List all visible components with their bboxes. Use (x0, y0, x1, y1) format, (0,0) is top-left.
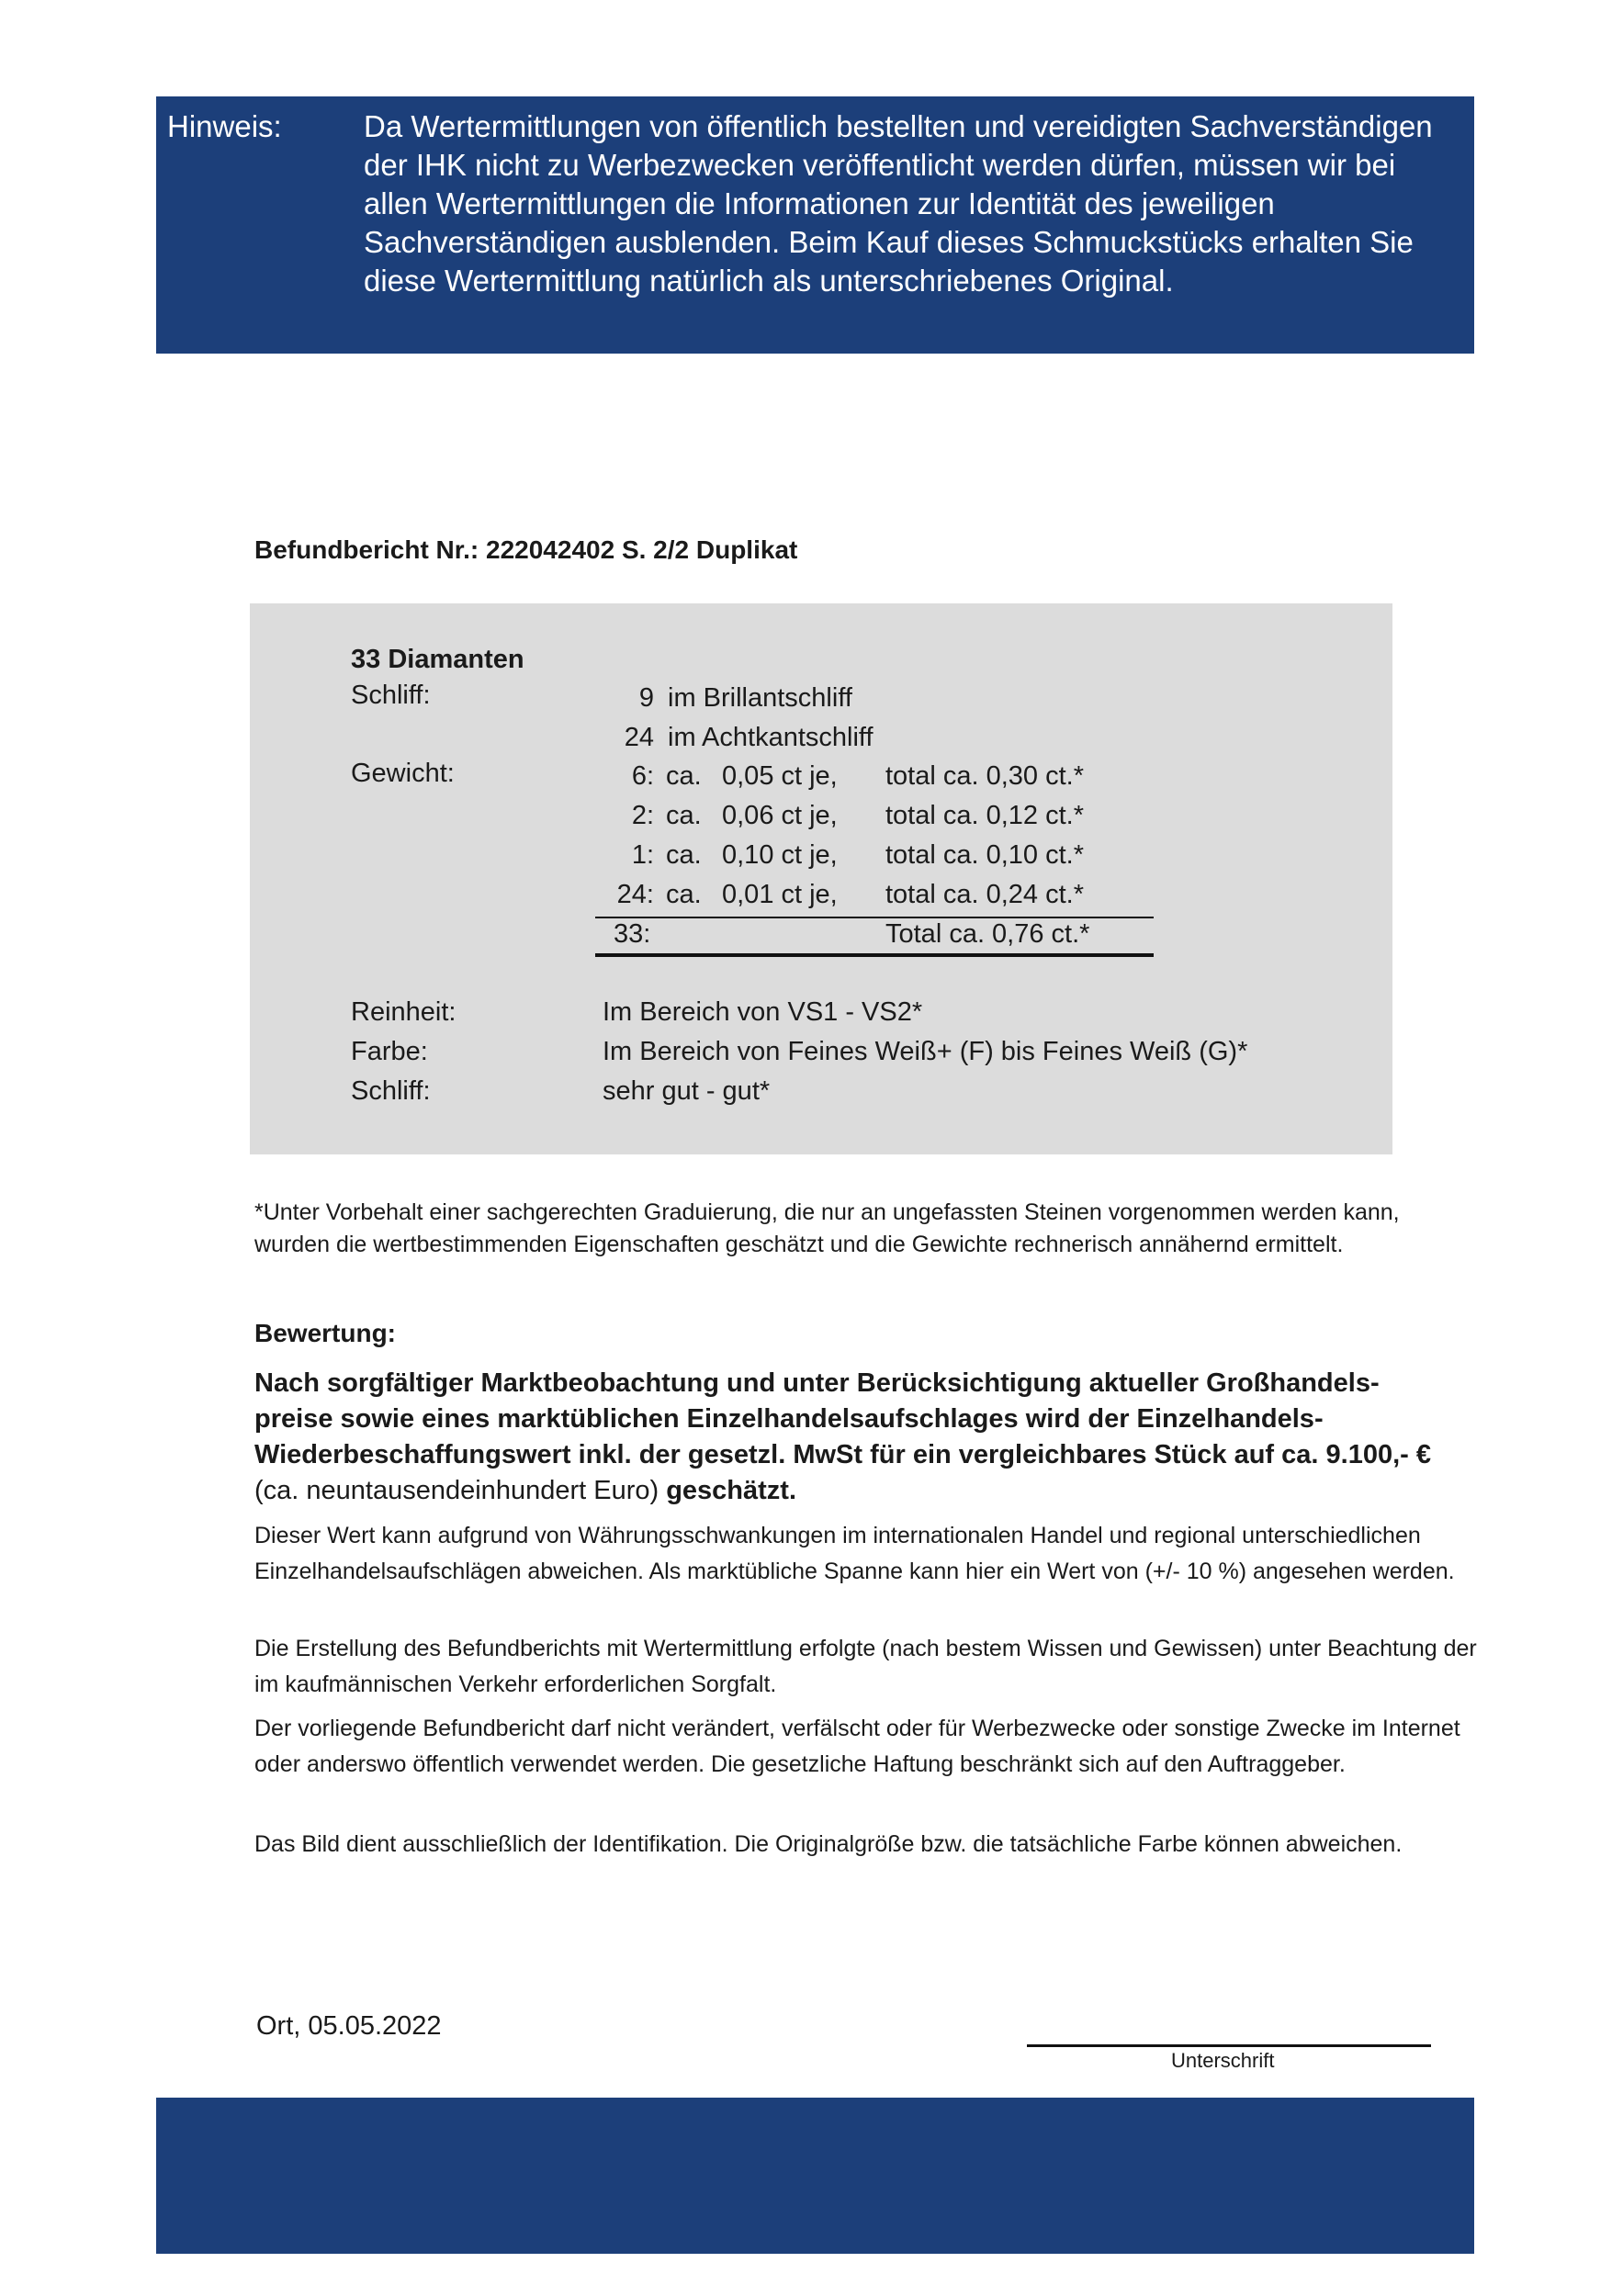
weight-each: 0,06 ct je, (722, 801, 838, 830)
weight-total: total ca. 0,24 ct.* (885, 880, 1085, 909)
cut-desc: im Brillantschliff (668, 683, 852, 713)
weight-ca: ca. (666, 880, 702, 909)
diamonds-heading: 33 Diamanten (351, 645, 524, 674)
weight-count: 1: (631, 840, 654, 870)
weight-count: 24: (616, 880, 654, 909)
weight-ca: ca. (666, 801, 702, 830)
paragraph-image: Das Bild dient ausschließlich der Identifikation. Die Originalgröße bzw. die tatsächliche Farbe können abweichen. (254, 1831, 1403, 1857)
cut-grade-label: Schliff: (351, 1076, 431, 1106)
valuation-statement (254, 1366, 1439, 1509)
clarity-value: Im Bereich von VS1 - VS2* (603, 997, 923, 1027)
paragraph-currency: Dieser Wert kann aufgrund von Währungsschwankungen im internationalen Handel und regional unterschiedlichen Einzelhandelsaufschlägen abweichen. Als marktübliche Spanne kann hier ein Wert von (+/- 10 %) angesehen werden. (254, 1523, 1455, 1584)
valuation-end: geschätzt. (666, 1476, 797, 1505)
paragraph-diligence: Die Erstellung des Befundberichts mit Wertermittlung erfolgte (nach bestem Wissen und Gewissen) unter Beachtung der im kaufmännischen Verkehr erforderlichen Sorgfalt. (254, 1636, 1477, 1697)
weight-total: total ca. 0,30 ct.* (885, 761, 1085, 791)
weight-ca: ca. (666, 761, 702, 791)
sum-total: Total ca. 0,76 ct.* (885, 919, 1090, 949)
weight-count: 2: (631, 801, 654, 830)
valuation-main: Nach sorgfältiger Marktbeobachtung und unter Berücksichtigung aktueller Großhandels-preise sowie eines marktüblichen Einzelhandelsaufschlages wird der Einzelhandels-Wiederbeschaffungswert inkl. der gesetzl. MwSt für ein vergleichbares Stück auf ca. 9.100,- € (254, 1368, 1431, 1469)
signature-line (1027, 2044, 1431, 2047)
color-value: Im Bereich von Feines Weiß+ (F) bis Feines Weiß (G)* (603, 1037, 1248, 1066)
signature-label: Unterschrift (1171, 2049, 1275, 2072)
weight-count: 6: (631, 761, 654, 791)
valuation-heading: Bewertung: (254, 1319, 396, 1347)
valuation-words: (ca. neuntausendeinhundert Euro) (254, 1476, 667, 1505)
cut-label: Schliff: (351, 681, 431, 710)
notice-label: Hinweis: (167, 109, 282, 143)
clarity-label: Reinheit: (351, 997, 456, 1027)
weight-ca: ca. (666, 840, 702, 870)
cut-count: 24 (624, 723, 654, 752)
sum-divider-bottom (595, 953, 1154, 957)
weight-label: Gewicht: (351, 759, 455, 788)
notice-text: Da Wertermittlungen von öffentlich bestellten und vereidigten Sachverständigen der IHK nicht zu Werbezwecken veröffentlicht werden dürfen, müssen wir bei allen Wertermittlungen die Informationen zur Identität des jeweiligen Sachverständigen ausblenden. Beim Kauf dieses Schmuckstücks erhalten Sie diese Wertermittlung natürlich als unterschriebenes Original. (364, 109, 1433, 298)
paragraph-usage: Der vorliegende Befundbericht darf nicht verändert, verfälscht oder für Werbezwecke oder sonstige Zwecke im Internet oder anderswo öffentlich verwendet werden. Die gesetzliche Haftung beschränkt sich auf den Auftraggeber. (254, 1716, 1460, 1777)
diamond-details-box (250, 603, 1392, 1154)
weight-each: 0,01 ct je, (722, 880, 838, 909)
color-label: Farbe: (351, 1037, 428, 1066)
footer-bar (156, 2098, 1474, 2254)
cut-grade-value: sehr gut - gut* (603, 1076, 771, 1106)
sum-count: 33: (614, 919, 651, 949)
weight-each: 0,10 ct je, (722, 840, 838, 870)
notice-banner (156, 96, 1474, 354)
grading-footnote: *Unter Vorbehalt einer sachgerechten Graduierung, die nur an ungefassten Steinen vorgenommen werden kann, wurden die wertbestimmenden Eigenschaften geschätzt und die Gewichte rechnerisch annähernd ermittelt. (254, 1199, 1400, 1257)
weight-total: total ca. 0,10 ct.* (885, 840, 1085, 870)
report-title: Befundbericht Nr.: 222042402 S. 2/2 Duplikat (254, 535, 798, 564)
weight-total: total ca. 0,12 ct.* (885, 801, 1085, 830)
cut-count: 9 (638, 683, 654, 713)
cut-desc: im Achtkantschliff (668, 723, 873, 752)
weight-each: 0,05 ct je, (722, 761, 838, 791)
place-date: Ort, 05.05.2022 (256, 2011, 442, 2041)
